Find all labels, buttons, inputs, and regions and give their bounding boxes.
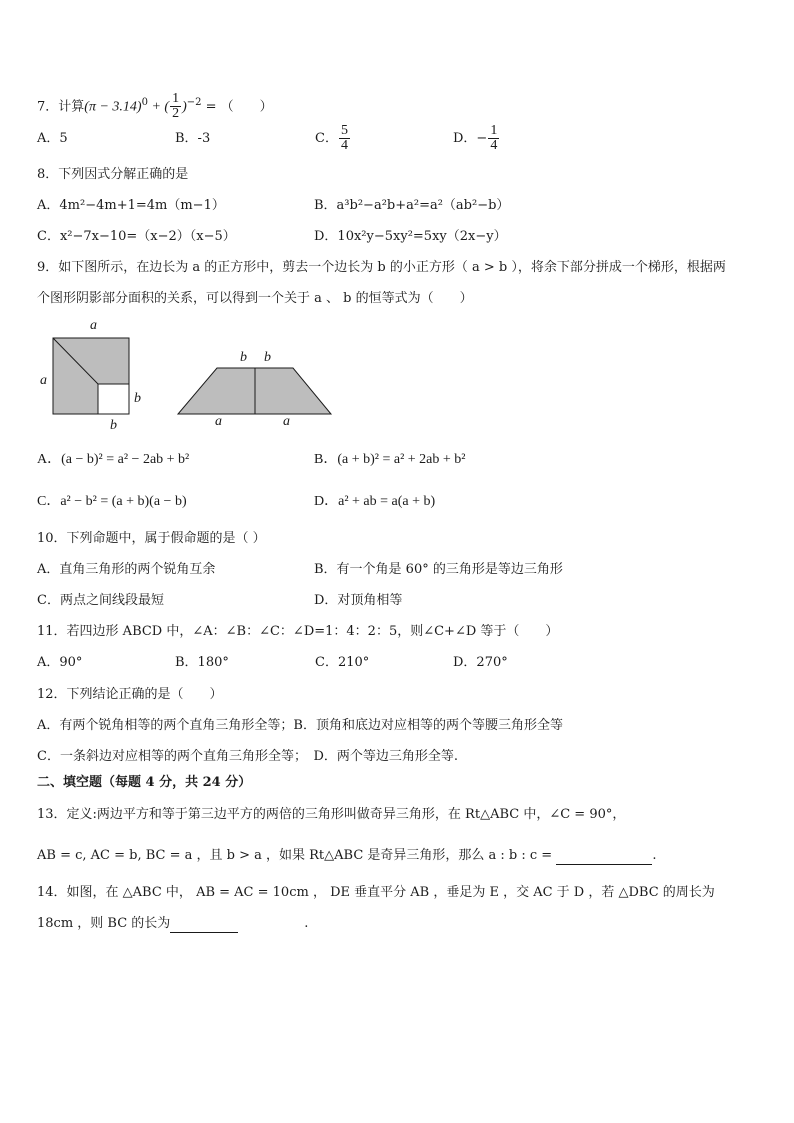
q7-prefix: 7．计算 (37, 99, 85, 115)
q11-option-d: D．270° (453, 655, 508, 670)
q9-option-a: A．(a − b)² = a² − 2ab + b² (37, 452, 190, 467)
q9-option-b: B．(a + b)² = a² + 2ab + b² (314, 452, 466, 467)
q13-answer-blank[interactable] (556, 850, 652, 865)
q7-option-c-frac (339, 124, 350, 153)
q9-label-b-top1: b (240, 350, 247, 365)
q9-label-a-left: a (40, 373, 47, 388)
q13-end: . (652, 848, 657, 863)
q12-line2: C．一条斜边对应相等的两个直角三角形全等； D．两个等边三角形全等. (37, 749, 459, 764)
q9-label-b-bottom: b (110, 418, 117, 433)
q11-option-b: B．180° (175, 655, 229, 670)
q9-option-d: D．a² + ab = a(a + b) (314, 494, 436, 509)
q7-close: ) (182, 99, 187, 115)
q7-option-c-label: C． (315, 131, 338, 146)
q7-d-den: 4 (490, 138, 498, 153)
q9-label-b-top2: b (264, 350, 271, 365)
q8-option-c: C．x²−7x−10=（x−2）（x−5） (37, 229, 236, 244)
q7-eq: = （ ） (201, 99, 273, 115)
q7-expr-a: (π − 3.14) (84, 99, 142, 115)
q7-c-den: 4 (340, 138, 348, 153)
q10-stem: 10．下列命题中，属于假命题的是（ ） (37, 531, 266, 546)
q8-option-a: A．4m²−4m+1=4m（m−1） (37, 198, 225, 213)
q14-line2 (37, 915, 308, 933)
q9-label-a-bot2: a (283, 414, 290, 429)
q14-answer-blank[interactable] (170, 918, 238, 933)
q8-option-b: B．a³b²−a²b+a²=a²（ab²−b） (314, 198, 510, 213)
q12-stem: 12．下列结论正确的是（ ） (37, 687, 223, 702)
q9-label-a-top: a (90, 318, 97, 333)
q9-small-square (98, 384, 129, 414)
q13-line1: 13．定义:两边平方和等于第三边平方的两倍的三角形叫做奇异三角形，在 Rt△ABC 中，∠C = 90°， (37, 807, 626, 822)
q13-line2-text: AB = c, AC = b, BC = a ，且 b > a ，如果 Rt△ABC 是奇异三角形，那么 a : b : c = (37, 848, 553, 863)
q11-stem: 11．若四边形 ABCD 中，∠A：∠B：∠C：∠D=1：4：2：5，则∠C+∠D 等于（ ） (37, 624, 559, 639)
q9-label-a-bot1: a (215, 414, 222, 429)
q7-option-a: A．5 (37, 131, 68, 146)
q7-fraction (170, 92, 181, 121)
q7-exp-a: 0 (141, 97, 148, 108)
q14-line1: 14．如图，在 △ABC 中， AB = AC = 10cm ， DE 垂直平分 AB ，垂足为 E ，交 AC 于 D ，若 △DBC 的周长为 (37, 885, 715, 900)
q13-line2 (37, 847, 656, 865)
q7-option-d (453, 120, 500, 158)
q7-plus: + ( (147, 99, 170, 115)
q10-option-b: B．有一个角是 60° 的三角形是等边三角形 (314, 562, 563, 577)
q7-d-num: 1 (490, 123, 498, 138)
q9-option-c: C．a² − b² = (a + b)(a − b) (37, 494, 187, 509)
q7-option-c (315, 120, 351, 158)
q8-stem: 8．下列因式分解正确的是 (37, 167, 189, 182)
q7-frac-den: 2 (172, 106, 180, 122)
q8-option-d: D．10x²y−5xy²=5xy（2x−y） (314, 229, 507, 244)
q7-option-d-frac (488, 124, 499, 153)
q7-option-d-label: D．− (453, 131, 488, 146)
q12-line1: A．有两个锐角相等的两个直角三角形全等；B．顶角和底边对应相等的两个等腰三角形全等 (37, 718, 563, 733)
q10-option-a: A．直角三角形的两个锐角互余 (37, 562, 216, 577)
q14-end: . (304, 916, 309, 931)
q7-stem (37, 86, 273, 120)
q10-option-d: D．对顶角相等 (314, 593, 403, 608)
q9-stem-line2: 个图形阴影部分面积的关系，可以得到一个关于 a 、 b 的恒等式为（ ） (37, 291, 473, 306)
q9-figure (30, 316, 350, 438)
q7-option-b: B．-3 (175, 131, 211, 146)
q7-frac-num: 1 (172, 91, 180, 107)
q14-line2-text: 18cm ，则 BC 的长为 (37, 916, 171, 931)
q10-option-c: C．两点之间线段最短 (37, 593, 164, 608)
q11-option-c: C．210° (315, 655, 370, 670)
q9-label-b-right: b (134, 391, 141, 406)
q11-option-a: A．90° (37, 655, 83, 670)
q7-c-num: 5 (340, 123, 348, 138)
q9-stem-line1: 9．如下图所示，在边长为 a 的正方形中，剪去一个边长为 b 的小正方形（ a > b ），将余下部分拼成一个梯形，根据两 (37, 260, 726, 275)
section2-title: 二、填空题（每题 4 分，共 24 分） (37, 775, 252, 790)
q7-exp-b: −2 (186, 97, 202, 108)
